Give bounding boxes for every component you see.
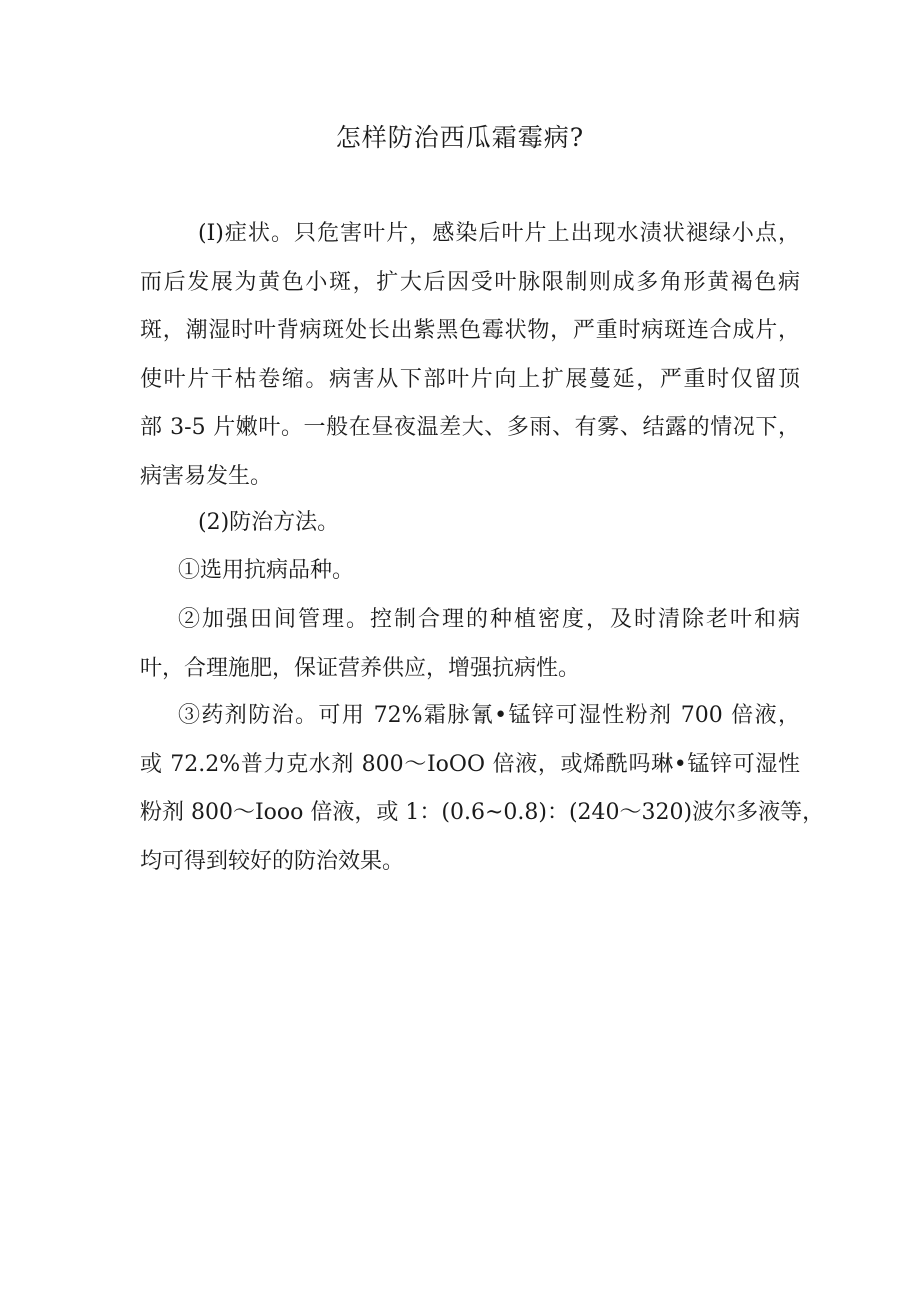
text-line: 或 72.2%普力克水剂 800～IoOO 倍液，或烯酰吗琳•锰锌可湿性 <box>140 751 800 777</box>
page-title: 怎样防治西瓜霜霉病? <box>335 123 585 152</box>
paragraph-symptoms <box>140 210 800 501</box>
text-line: 部 3-5 片嫩叶。一般在昼夜温差大、多雨、有雾、结露的情况下， <box>140 415 800 440</box>
text-line: 斑，潮湿时叶背病斑处长出紫黑色霉状物，严重时病斑连合成片， <box>140 318 800 343</box>
text-line: 粉剂 800～Iooo 倍液，或 1：(0.6~0.8)：(240～320)波尔多液等， <box>140 800 825 825</box>
text-line: 叶，合理施肥，保证营养供应，增强抗病性。 <box>140 655 581 681</box>
paragraph-control-methods <box>140 499 800 548</box>
text-line: (I)症状。只危害叶片，感染后叶片上出现水渍状褪绿小点， <box>198 221 800 246</box>
text-line: ③药剂防治。可用 72%霜脉氰•锰锌可湿性粉剂 700 倍液， <box>178 703 800 728</box>
text-line: 而后发展为黄色小斑，扩大后因受叶脉限制则成多角形黄褐色病 <box>140 269 800 295</box>
text-line: ①选用抗病品种。 <box>178 558 355 583</box>
text-line: 使叶片干枯卷缩。病害从下部叶片向上扩展蔓延，严重时仅留顶 <box>140 366 800 392</box>
text-line: (2)防治方法。 <box>198 510 340 535</box>
text-line: ②加强田间管理。控制合理的种植密度，及时清除老叶和病 <box>178 607 800 632</box>
paragraph-field-management <box>140 596 800 693</box>
paragraph-chemical-control <box>140 692 825 886</box>
text-line: 病害易发生。 <box>140 463 273 489</box>
text-line: 均可得到较好的防治效果。 <box>140 848 405 874</box>
paragraph-resistant-varieties <box>140 547 800 596</box>
